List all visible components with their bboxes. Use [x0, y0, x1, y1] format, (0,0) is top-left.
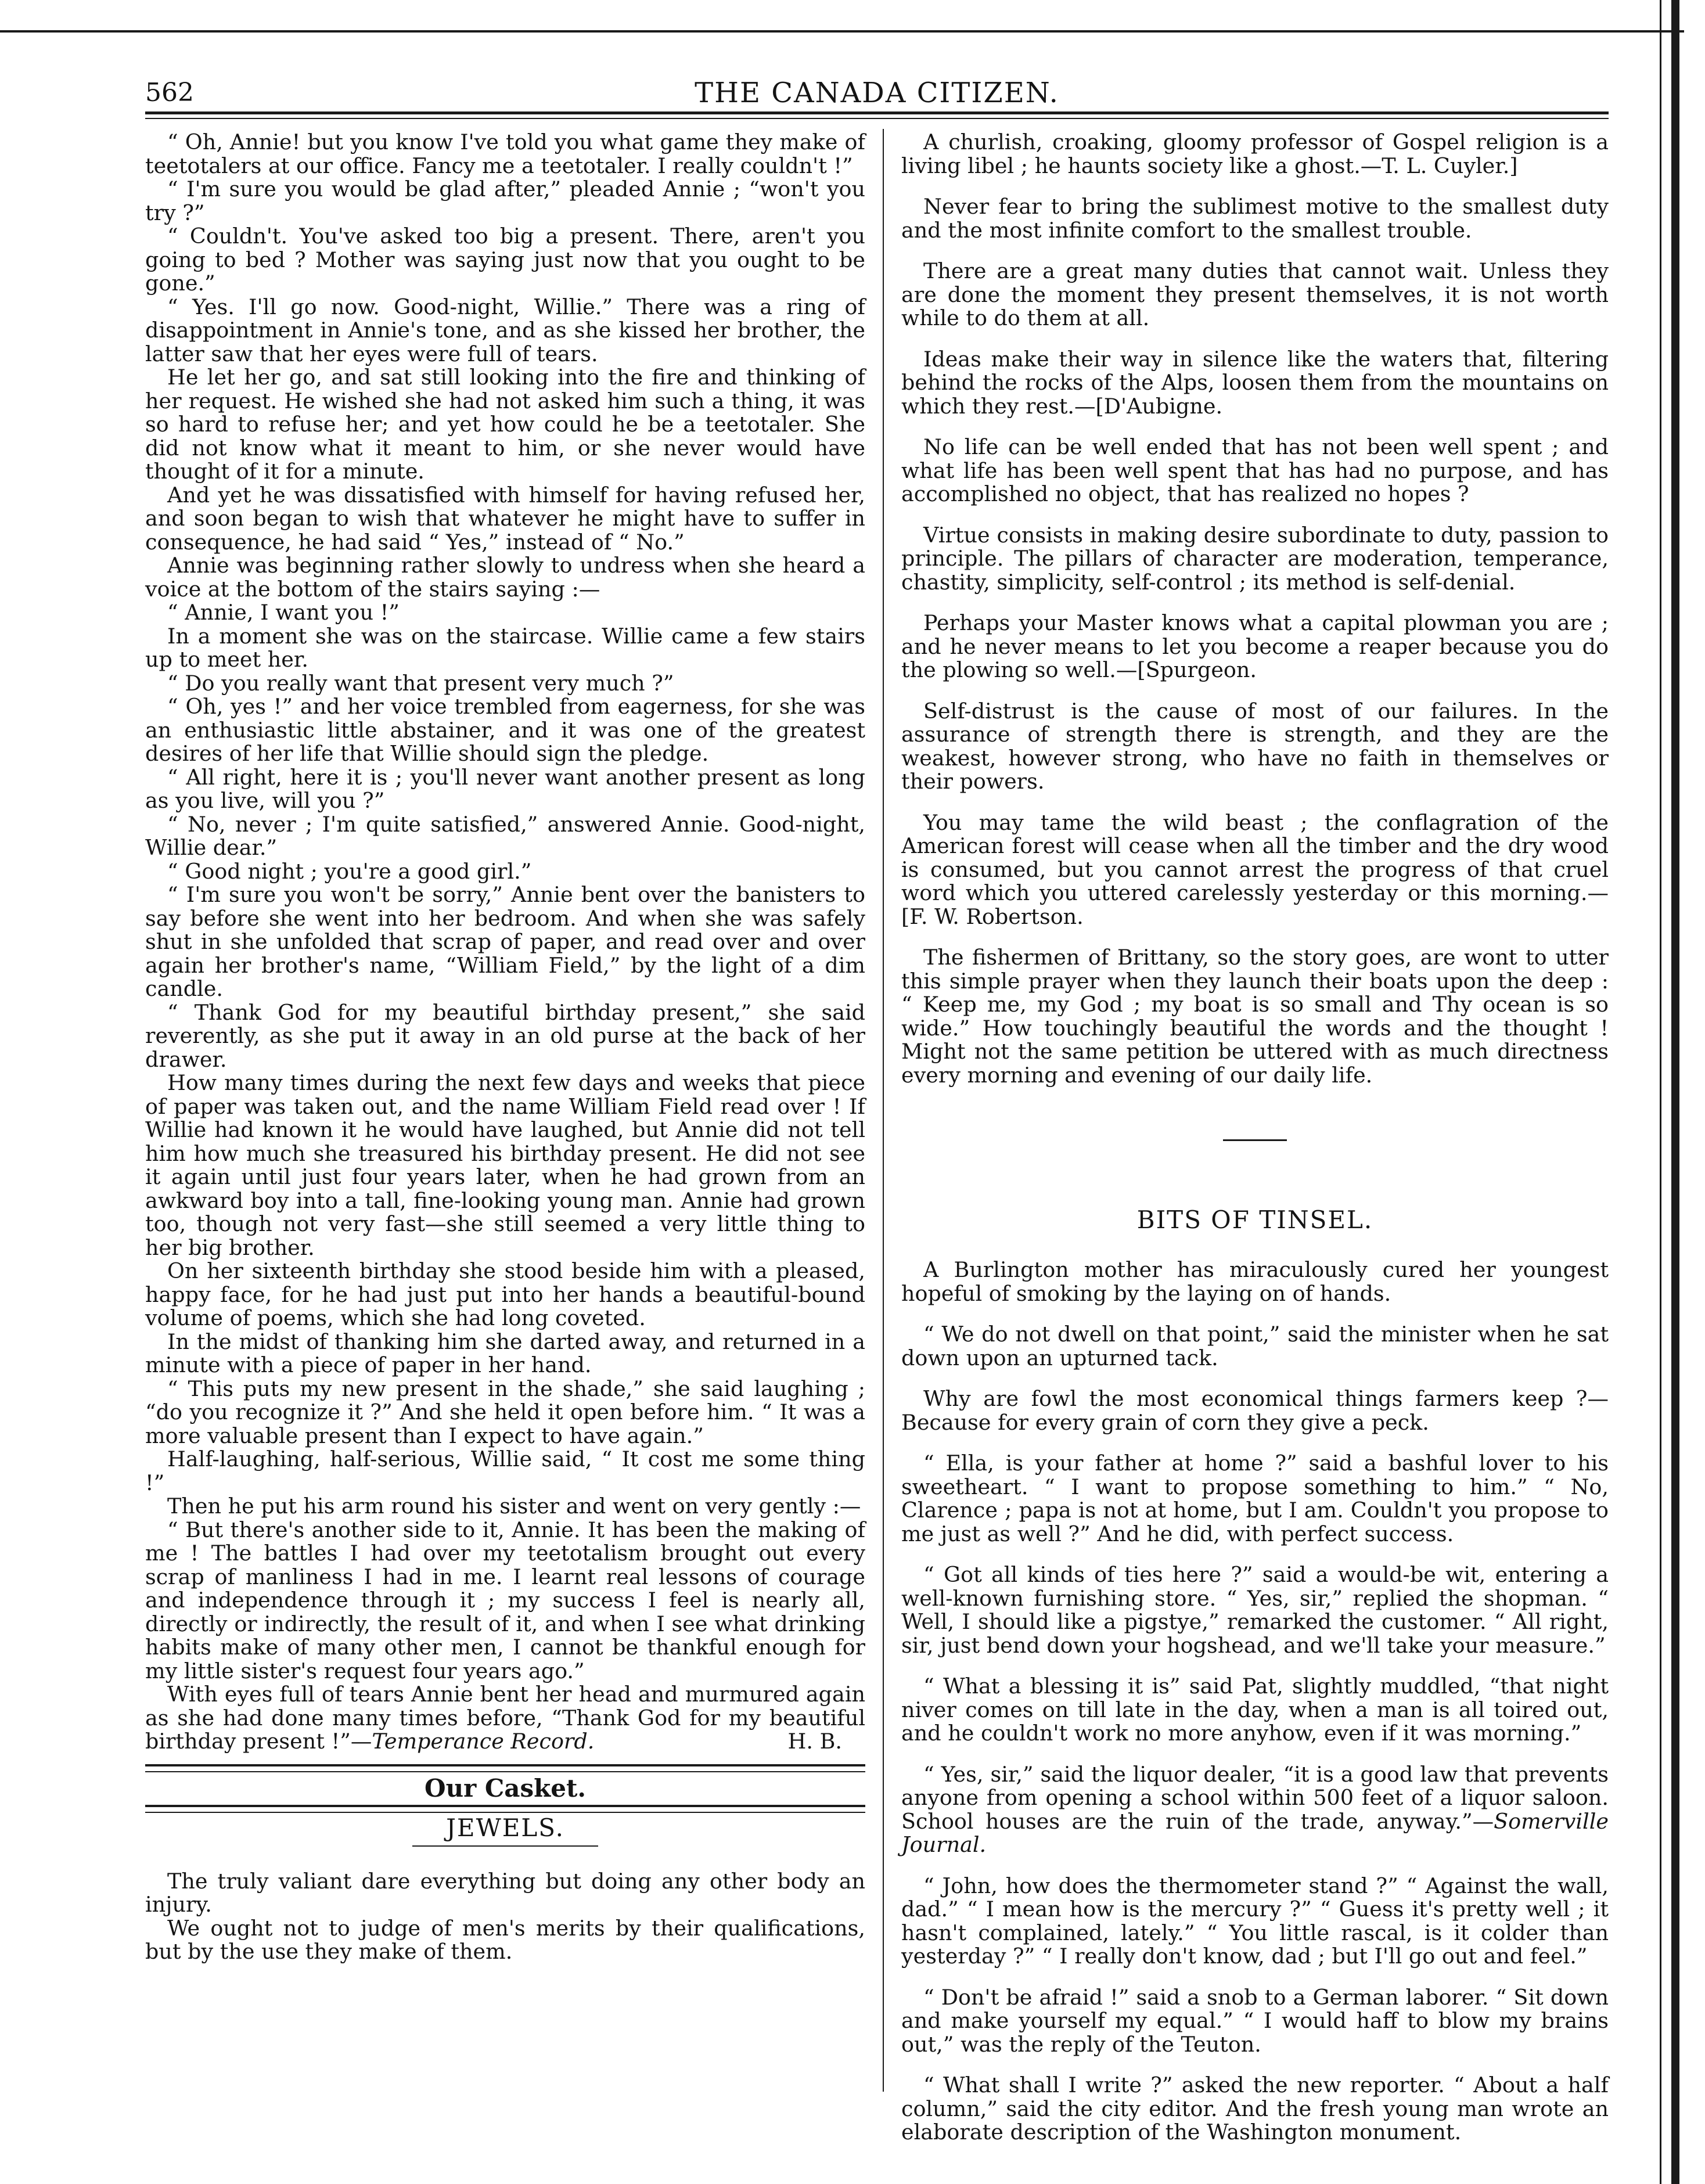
story-paragraph: “ But there's another side to it, Annie. It has been the making of me ! The battles I had over my teetotalism brought out every scrap of manliness I had in me. I learnt real lessons of courage and independence through it ; my success I feel is nearly all, directly or indirectly, the result of it, and when I see what drinking habits make of many other men, I cannot be thankful enough for my little sister's request four years ago.” [145, 1517, 865, 1683]
left-column [145, 131, 865, 1964]
jewel-item: The fishermen of Brittany, so the story goes, are wont to utter this simple prayer when they launch their boats upon the deep : “ Keep me, my God ; my boat is so small and Thy ocean is so wide.” How touchingly beautiful the words and the thought ! Might not the same petition be uttered with as much directness every morning and evening of our daily life. [901, 945, 1609, 1088]
right-scan-edge [1671, 0, 1679, 2184]
story-paragraph: Then he put his arm round his sister and went on very gently :— [167, 1494, 861, 1519]
story-paragraph: “ Couldn't. You've asked too big a present. There, aren't you going to bed ? Mother was saying just now that you ought to be gone.” [145, 224, 865, 296]
story-paragraph: “ I'm sure you would be glad after,” pleaded Annie ; “won't you try ?” [145, 177, 865, 225]
story-paragraph: “ Yes. I'll go now. Good-night, Willie.” There was a ring of disappointment in Annie's tone, and as she kissed her brother, the latter saw that her eyes were full of tears. [145, 294, 865, 366]
story-signature: H. B. [787, 1729, 842, 1754]
story-paragraph: He let her go, and sat still looking into the fire and thinking of her request. He wished she had not asked him such a thing, it was so hard to refuse her; and yet how could he be a teetotaler. She did not know what it meant to him, or she never would have thought of it for a minute. [145, 365, 865, 484]
page-number: 562 [145, 78, 194, 107]
story-paragraph: In a moment she was on the staircase. Willie came a few stairs up to meet her. [145, 623, 865, 672]
right-column [901, 131, 1609, 2162]
casket-heading: Our Casket. [424, 1773, 586, 1802]
story-article [145, 131, 865, 1754]
story-paragraph: “ This puts my new present in the shade,” she said laughing ; “do you recognize it ?” And she held it open before him. “ It was a more valuable present than I expect to have again.” [145, 1376, 865, 1448]
jewel-item: You may tame the wild beast ; the conflagration of the American forest will cease when all the timber and the dry wood is consumed, but you cannot arrest the progress of that cruel word which you uttered carelessly yesterday or this morning.—[F. W. Robertson. [901, 809, 1609, 929]
tinsel-item: A Burlington mother has miraculously cured her youngest hopeful of smoking by the laying on of hands. [901, 1257, 1609, 1306]
jewel-item: Virtue consists in making desire subordinate to duty, passion to principle. The pillars of character are moderation, temperance, chastity, simplicity, self-control ; its method is self-denial. [901, 522, 1609, 595]
story-source: Temperance Record. [372, 1729, 595, 1754]
story-paragraph: “ All right, here it is ; you'll never want another present as long as you live, will you ?” [145, 764, 865, 813]
column-divider [883, 129, 884, 2092]
tinsel-item: “ What a blessing it is” said Pat, slightly muddled, “that night niver comes on till late in the day, when a man is all toired out, and he couldn't work no more anyhow, even if it was morning.” [901, 1674, 1609, 1746]
tinsel-source: Somerville Journal. [901, 1808, 1609, 1857]
tinsel-item: Why are fowl the most economical things farmers keep ?—Because for every grain of corn they give a peck. [901, 1386, 1609, 1435]
jewel-item: A churlish, croaking, gloomy professor of Gospel religion is a living libel ; he haunts society like a ghost.—T. L. Cuyler.] [901, 129, 1609, 178]
tinsel-item: “ John, how does the thermometer stand ?” “ Against the wall, dad.” “ I mean how is the mercury ?” “ Guess it's pretty well ; it hasn't complained, lately.” “ You little rascal, is it colder than yesterday ?” “ I really don't know, dad ; but I'll go out and feel.” [901, 1873, 1609, 1969]
story-paragraph: How many times during the next few days and weeks that piece of paper was taken out, and the name William Field read over ! If Willie had known it he would have laughed, but Annie did not tell him how much she treasured his birthday present. He did not see it again until just four years later, when he had grown from an awkward boy into a tall, fine-looking young man. Annie had grown too, though not very fast—she still seemed a very little thing to her big brother. [145, 1070, 865, 1260]
tinsel-item-text: “ Yes, sir,” said the liquor dealer, “it is a good law that prevents anyone from opening a school within 500 feet of a liquor saloon. School houses are the ruin of the trade, anyway.”— [901, 1761, 1609, 1834]
story-paragraph: “ Oh, yes !” and her voice trembled from eagerness, for she was an enthusiastic little abstainer, and it was one of the greatest desires of her life that Willie should sign the pledge. [145, 694, 865, 766]
top-scan-edge [0, 30, 1684, 33]
right-inner-edge [1660, 0, 1661, 2184]
story-closing-text: With eyes full of tears Annie bent her head and murmured again as she had done many times before, “Thank God for my beautiful birthday present !”— [145, 1682, 865, 1754]
tinsel-item: “ Got all kinds of ties here ?” said a would-be wit, entering a well-known furnishing store. “ Yes, sir,” replied the shopman. “ Well, I should like a pigstye,” remarked the customer. “ All right, sir, just bend down your hogshead, and we'll take your measure.” [901, 1562, 1609, 1658]
jewels-continued [901, 131, 1609, 1087]
header-rule-thick [145, 111, 1609, 114]
tinsel-list [901, 1258, 1609, 2145]
story-paragraph: “ Thank God for my beautiful birthday present,” she said reverently, as she put it away in an old purse at the back of her drawer. [145, 999, 865, 1072]
jewel-item: We ought not to judge of men's merits by their qualifications, but by the use they make of them. [145, 1915, 865, 1964]
tinsel-heading: BITS OF TINSEL. [1136, 1206, 1373, 1234]
story-paragraph: Half-laughing, half-serious, Willie said, “ It cost me some thing !” [145, 1447, 865, 1495]
tinsel-item: “ We do not dwell on that point,” said the minister when he sat down upon an upturned tack. [901, 1322, 1609, 1370]
jewel-item: There are a great many duties that cannot wait. Unless they are done the moment they present themselves, it is not worth while to do them at all. [901, 258, 1609, 330]
tinsel-item: “ What shall I write ?” asked the new reporter. “ About a half column,” said the city editor. And the fresh young man wrote an elaborate description of the Washington monument. [901, 2073, 1609, 2145]
story-paragraph: In the midst of thanking him she darted away, and returned in a minute with a piece of paper in her hand. [145, 1329, 865, 1377]
jewel-item: Never fear to bring the sublimest motive to the smallest duty and the most infinite comfort to the smallest trouble. [901, 194, 1609, 243]
jewels-list [145, 1870, 865, 1964]
story-paragraph: And yet he was dissatisfied with himself for having refused her, and soon began to wish that whatever he might have to suffer in consequence, he had said “ Yes,” instead of “ No.” [145, 482, 865, 555]
page-header [145, 75, 1609, 110]
story-paragraph: On her sixteenth birthday she stood beside him with a pleased, happy face, for he had just put into her hands a beautiful-bound volume of poems, which she had long coveted. [145, 1258, 865, 1330]
masthead-title: THE CANADA CITIZEN. [695, 77, 1059, 109]
tinsel-item: “ Ella, is your father at home ?” said a bashful lover to his sweetheart. “ I want to propose something to him.” “ No, Clarence ; papa is not at home, but I am. Couldn't you propose to me just as well ?” And he did, with perfect success. [901, 1451, 1609, 1546]
story-paragraph: “ Good night ; you're a good girl.” [167, 858, 532, 884]
header-rule-thin [145, 118, 1609, 119]
jewels-heading: JEWELS. [446, 1813, 564, 1842]
story-paragraph: Annie was beginning rather slowly to undress when she heard a voice at the bottom of the stairs saying :— [145, 553, 865, 602]
story-paragraph: “ Oh, Annie! but you know I've told you what game they make of teetotalers at our office. Fancy me a teetotaler. I really couldn't !” [145, 129, 865, 178]
jewel-item: The truly valiant dare everything but doing any other body an injury. [145, 1868, 865, 1917]
story-closing-paragraph [145, 1683, 865, 1754]
section-separator-rule [1223, 1139, 1287, 1141]
jewel-item: Ideas make their way in silence like the waters that, filtering behind the rocks of the Alps, loosen them from the mountains on which they rest.—[D'Aubigne. [901, 346, 1609, 419]
jewels-under-rule [412, 1845, 598, 1847]
jewel-item: No life can be well ended that has not been well spent ; and what life has been well spent that has had no purpose, and has accomplished no object, that has realized no hopes ? [901, 434, 1609, 506]
story-paragraph: “ Do you really want that present very much ?” [167, 670, 674, 696]
jewel-item: Self-distrust is the cause of most of our failures. In the assurance of strength there is strength, and they are the weakest, however strong, who have no faith in themselves or their powers. [901, 698, 1609, 794]
story-paragraph: “ Annie, I want you !” [167, 600, 400, 625]
tinsel-item [901, 1763, 1609, 1857]
story-paragraph: “ I'm sure you won't be sorry,” Annie bent over the banisters to say before she went into her bedroom. And when she was safely shut in she unfolded that scrap of paper, and read over and over again her brother's name, “William Field,” by the light of a dim candle. [145, 882, 865, 1001]
tinsel-item: “ Don't be afraid !” said a snob to a German laborer. “ Sit down and make yourself my equal.” “ I would haff to blow my brains out,” was the reply of the Teuton. [901, 1984, 1609, 2057]
story-paragraph: “ No, never ; I'm quite satisfied,” answered Annie. Good-night, Willie dear.” [145, 811, 865, 860]
jewel-item: Perhaps your Master knows what a capital plowman you are ; and he never means to let you become a reaper because you do the plowing so well.—[Spurgeon. [901, 610, 1609, 682]
